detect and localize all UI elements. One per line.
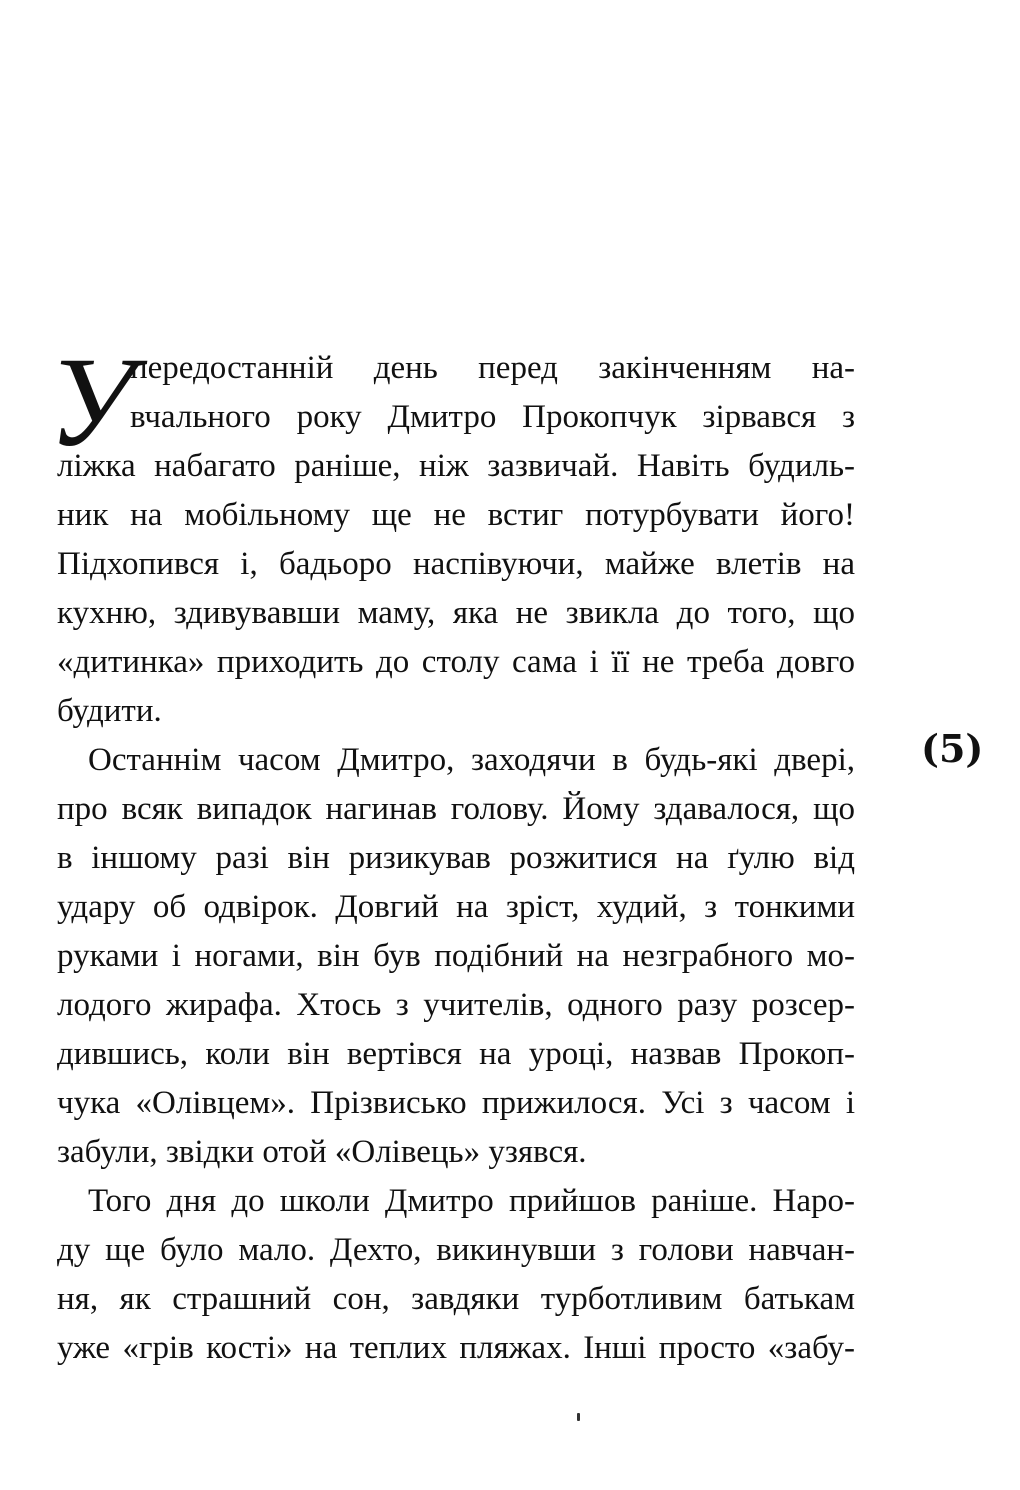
text-line: про всяк випадок нагинав голову. Йому здавалося, що	[57, 791, 855, 827]
text-line: Підхопився і, бадьоро наспівуючи, майже влетів на	[57, 546, 855, 582]
text-line: ник на мобільному ще не встиг потурбувати його!	[57, 497, 855, 533]
drop-cap: У	[48, 331, 135, 473]
text-line: чука «Олівцем». Прізвисько прижилося. Усі з часом і	[57, 1085, 855, 1121]
scan-speck	[577, 1413, 580, 1421]
text-line: руками і ногами, він був подібний на незграбного мо-	[57, 938, 855, 974]
page-number: (5)	[921, 726, 984, 771]
text-line: ліжка набагато раніше, ніж зазвичай. Навіть будиль-	[57, 448, 855, 484]
text-line: кухню, здивувавши маму, яка не звикла до того, що	[57, 595, 855, 631]
text-line: Останнім часом Дмитро, заходячи в будь-які двері,	[88, 742, 855, 778]
text-line: удару об одвірок. Довгий на зріст, худий, з тонкими	[57, 889, 855, 925]
text-line: ня, як страшний сон, завдяки турботливим батькам	[57, 1281, 855, 1317]
text-line: ду ще було мало. Дехто, викинувши з голови навчан-	[57, 1232, 855, 1268]
text-line: уже «грів кості» на теплих пляжах. Інші просто «забу-	[57, 1330, 855, 1366]
text-line: Того дня до школи Дмитро прийшов раніше. Наро-	[88, 1183, 855, 1219]
text-line: забули, звідки отой «Олівець» узявся.	[57, 1134, 587, 1170]
text-line: лодого жирафа. Хтось з учителів, одного разу розсер-	[57, 987, 855, 1023]
text-line: дившись, коли він вертівся на уроці, назвав Прокоп-	[57, 1036, 855, 1072]
text-line: будити.	[57, 693, 162, 729]
text-line: «дитинка» приходить до столу сама і її не треба довго	[57, 644, 855, 680]
text-line: вчального року Дмитро Прокопчук зірвався з	[130, 399, 855, 435]
text-line: передостанній день перед закінченням на-	[130, 350, 855, 386]
text-line: в іншому разі він ризикував розжитися на ґулю від	[57, 840, 855, 876]
